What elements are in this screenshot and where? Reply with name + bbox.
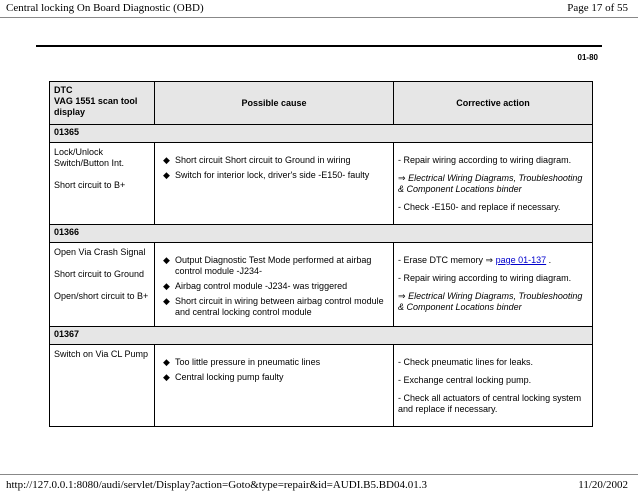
- reference-text: Electrical Wiring Diagrams, Troubleshooting & Component Locations binder: [398, 291, 583, 312]
- description-line: Short circuit to B+: [54, 180, 126, 190]
- table-header-row: [50, 82, 593, 125]
- header-possible-cause: Possible cause: [155, 82, 394, 125]
- list-item: [163, 255, 389, 277]
- list-item: [163, 372, 389, 383]
- diamond-bullet-icon: ◆: [163, 357, 170, 367]
- header-divider: [0, 17, 638, 18]
- table-row: [50, 143, 593, 225]
- section-reference: 01-80: [577, 53, 598, 62]
- cause-text: Central locking pump faulty: [175, 372, 284, 382]
- header-corrective-action: Corrective action: [394, 82, 593, 125]
- cause-text: Too little pressure in pneumatic lines: [175, 357, 321, 367]
- description-line: Switch on Via CL Pump: [54, 349, 149, 359]
- list-item: [163, 155, 389, 166]
- header-dtc: [50, 82, 155, 125]
- diamond-bullet-icon: ◆: [163, 372, 170, 382]
- cause-text: Short circuit Short circuit to Ground in wiring: [175, 155, 351, 165]
- right-double-arrow-icon: ⇒: [398, 291, 406, 301]
- diamond-bullet-icon: ◆: [163, 155, 170, 165]
- footer-divider: [0, 474, 638, 475]
- action-text: - Repair wiring according to wiring diagram.: [398, 273, 572, 283]
- list-item: [163, 296, 389, 318]
- action-text: - Check pneumatic lines for leaks.: [398, 357, 534, 367]
- right-double-arrow-icon: ⇒: [485, 255, 494, 265]
- action-text: - Exchange central locking pump.: [398, 375, 532, 385]
- dtc-description: [50, 143, 155, 225]
- description-line: Short circuit to Ground: [54, 269, 145, 279]
- document-title: Central locking On Board Diagnostic (OBD): [6, 2, 204, 14]
- dtc-description: [50, 243, 155, 327]
- wiring-reference: [398, 173, 588, 195]
- diamond-bullet-icon: ◆: [163, 281, 170, 291]
- action-punct: .: [548, 255, 552, 265]
- table-row: [50, 125, 593, 143]
- cause-text: Output Diagnostic Test Mode performed at airbag control module -J234-: [175, 255, 372, 276]
- action-text: - Check all actuators of central locking system and replace if necessary.: [398, 393, 582, 414]
- cause-text: Short circuit in wiring between airbag control module and central locking control module: [175, 296, 384, 317]
- section-rule: [36, 45, 602, 47]
- description-line: Lock/Unlock Switch/Button Int.: [54, 147, 125, 168]
- action-text: - Repair wiring according to wiring diagram.: [398, 155, 572, 165]
- possible-cause-cell: [155, 345, 394, 427]
- diamond-bullet-icon: ◆: [163, 296, 170, 306]
- dtc-code: 01367: [50, 327, 593, 345]
- list-item: [163, 357, 389, 368]
- table-row: [50, 225, 593, 243]
- corrective-action-cell: [394, 345, 593, 427]
- table-row: [50, 345, 593, 427]
- document-url: http://127.0.0.1:8080/audi/servlet/Display?action=Goto&type=repair&id=AUDI.B5.BD04.01.3: [6, 479, 427, 491]
- corrective-action-cell: [394, 243, 593, 327]
- action-text: - Erase DTC memory: [398, 255, 484, 265]
- table-row: [50, 327, 593, 345]
- list-item: [163, 281, 389, 292]
- dtc-code: 01365: [50, 125, 593, 143]
- action-with-link: [398, 255, 588, 266]
- print-date: 11/20/2002: [578, 479, 628, 491]
- header-dtc-label: DTC VAG 1551 scan tool display: [54, 85, 138, 117]
- dtc-code: 01366: [50, 225, 593, 243]
- cause-text: Airbag control module -J234- was triggered: [175, 281, 348, 291]
- dtc-table: [49, 81, 593, 427]
- description-line: Open Via Crash Signal: [54, 247, 146, 257]
- diamond-bullet-icon: ◆: [163, 255, 170, 265]
- corrective-action-cell: [394, 143, 593, 225]
- page-link[interactable]: page 01-137: [495, 255, 547, 265]
- dtc-description: [50, 345, 155, 427]
- wiring-reference: [398, 291, 588, 313]
- cause-text: Switch for interior lock, driver's side -E150- faulty: [175, 170, 370, 180]
- possible-cause-cell: [155, 143, 394, 225]
- description-line: Open/short circuit to B+: [54, 291, 149, 301]
- action-text: - Check -E150- and replace if necessary.: [398, 202, 561, 212]
- possible-cause-cell: [155, 243, 394, 327]
- table-row: [50, 243, 593, 327]
- page-indicator: Page 17 of 55: [567, 2, 628, 14]
- right-double-arrow-icon: ⇒: [398, 173, 406, 183]
- diamond-bullet-icon: ◆: [163, 170, 170, 180]
- reference-text: Electrical Wiring Diagrams, Troubleshooting & Component Locations binder: [398, 173, 583, 194]
- list-item: [163, 170, 389, 181]
